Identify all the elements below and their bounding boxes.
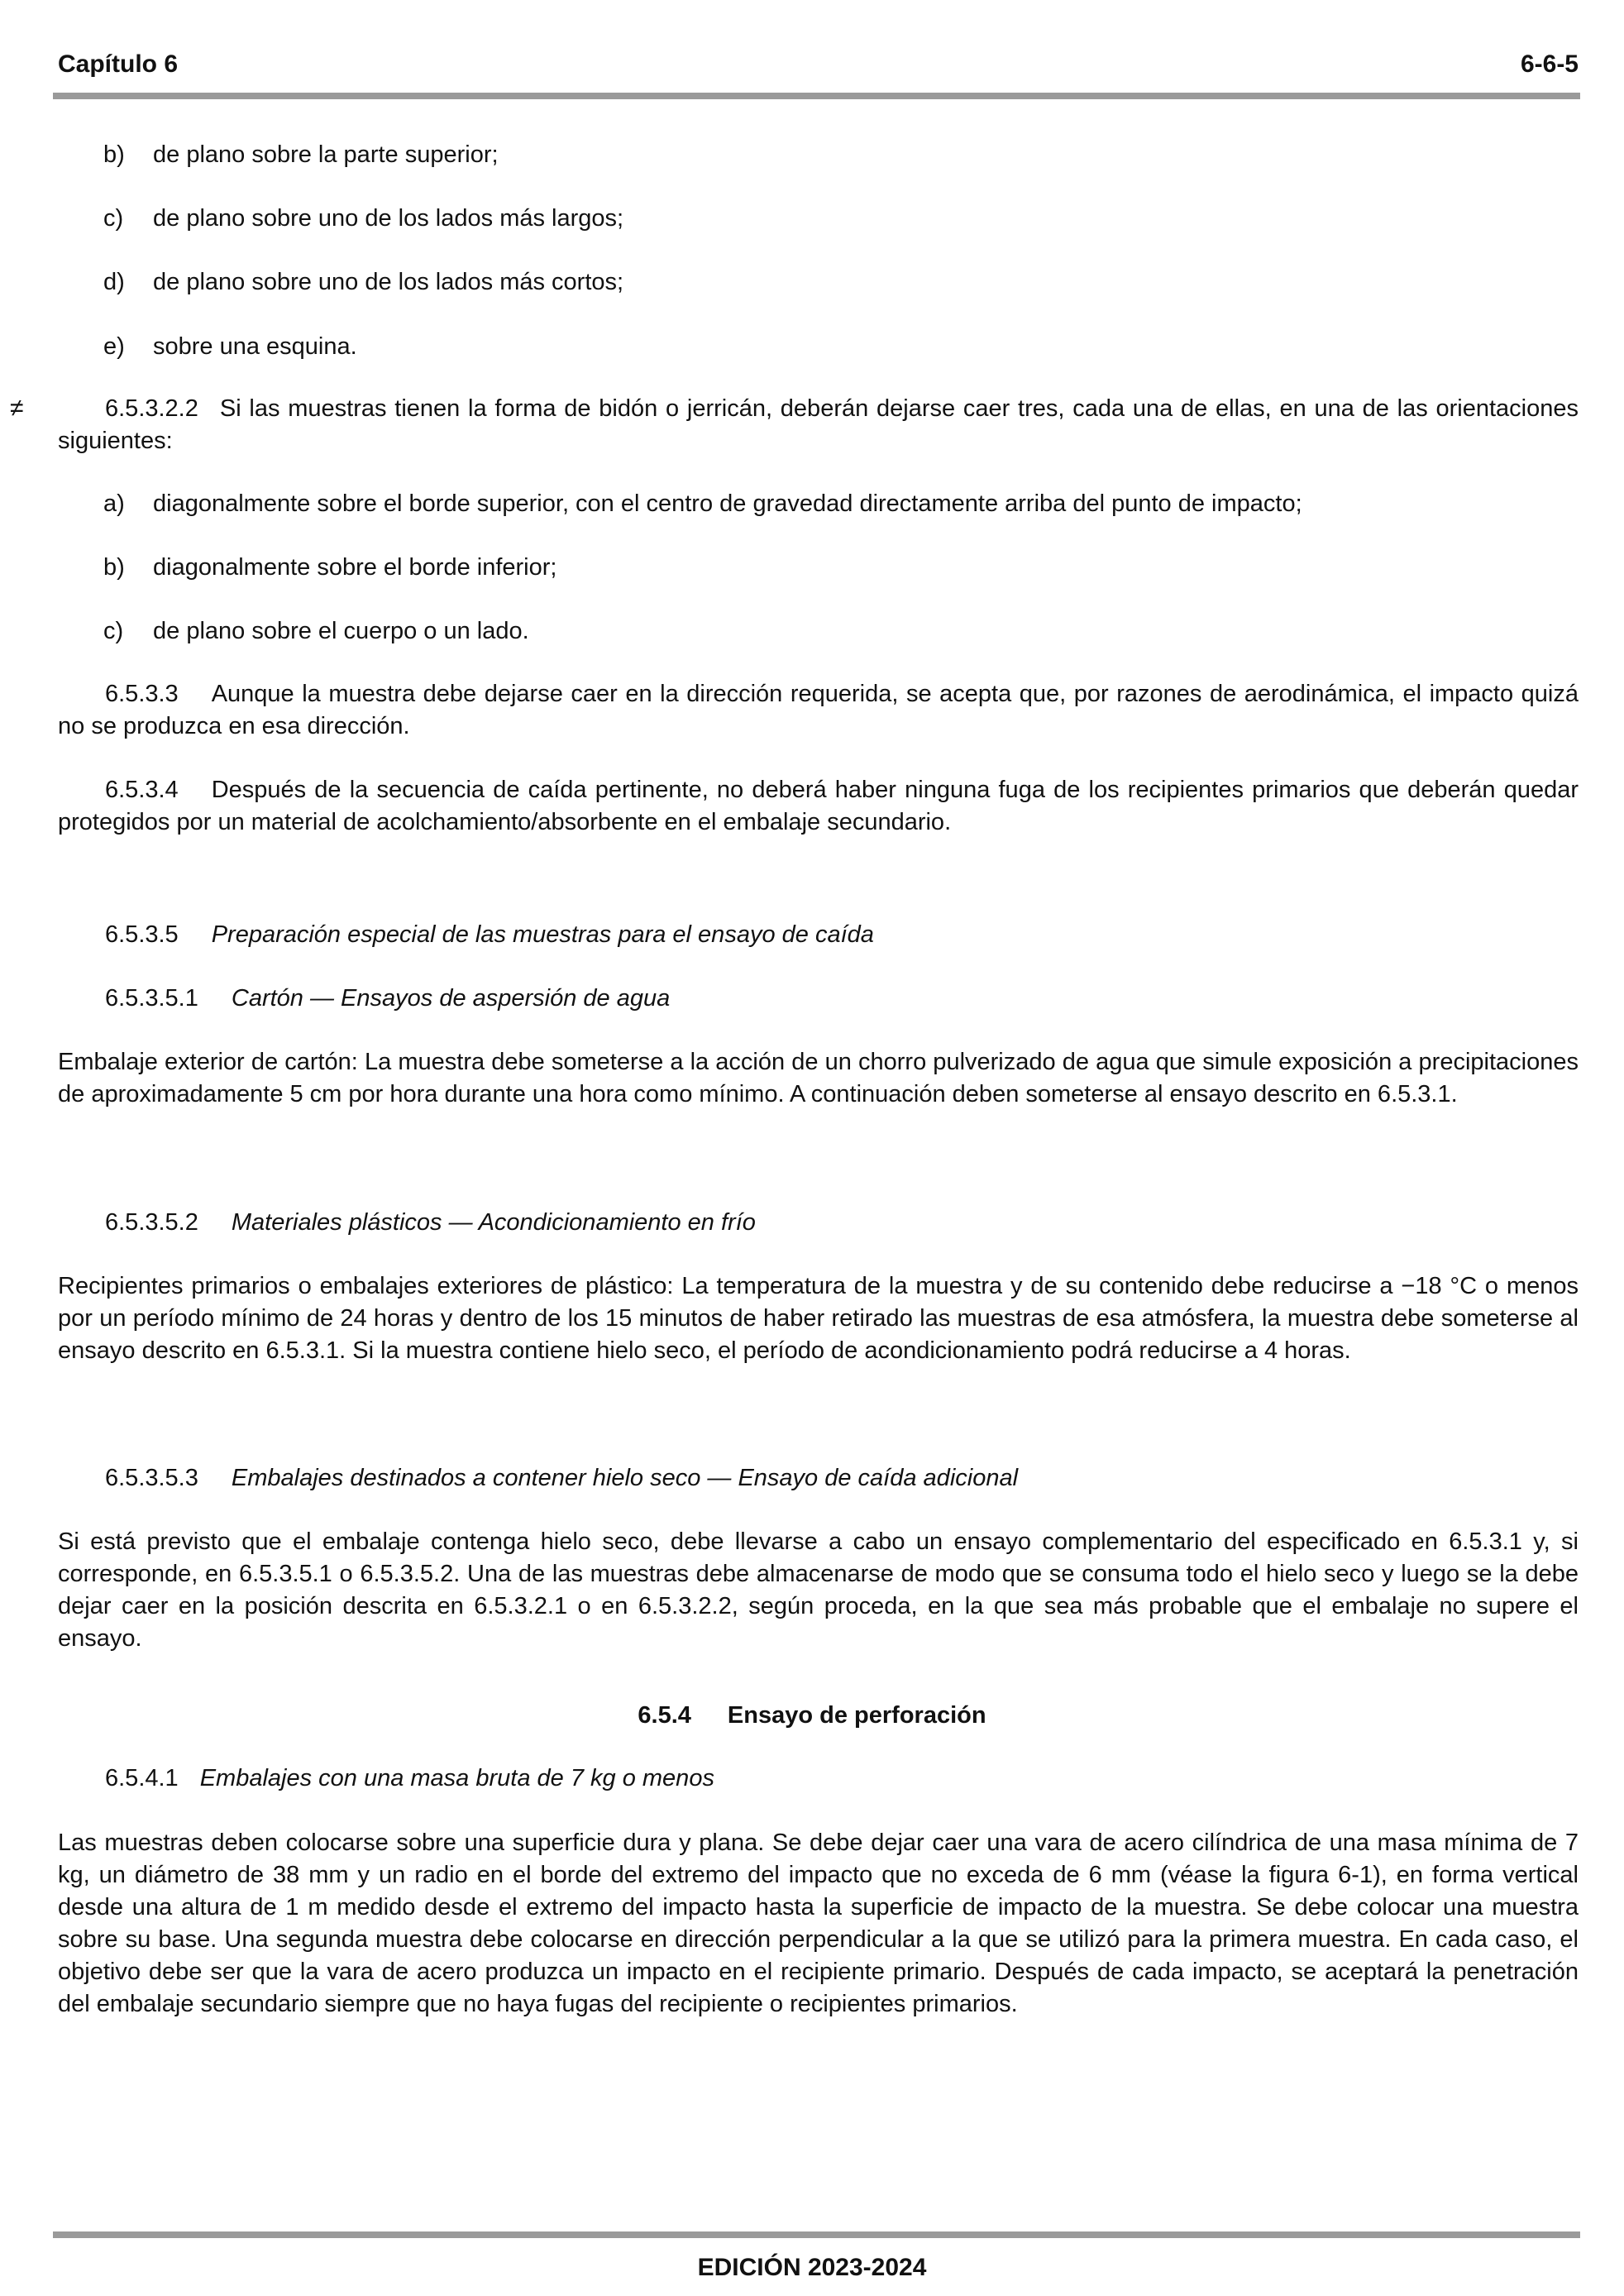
list-label: b) <box>103 141 125 168</box>
paragraph-6-5-3-2-2 <box>58 393 1579 457</box>
paragraph-6-5-3-5-2: Recipientes primarios o embalajes exteriores de plástico: La temperatura de la muestra y de su contenido debe reducirse a −18 °C o menos por un período mínimo de 24 horas y dentro de los 15 minutos de haber retirado las muestras de esa atmósfera, la muestra debe someterse al ensayo descrito en 6.5.3.1. Si la muestra contiene hielo seco, el período de acondicionamiento podrá reducirse a 4 horas. <box>58 1273 1579 1364</box>
subsection-heading <box>58 1207 1579 1239</box>
paragraph-6-5-3-5-3: Si está previsto que el embalaje contenga hielo seco, debe llevarse a cabo un ensayo complementario del especificado en 6.5.3.1 y, si corresponde, en 6.5.3.5.1 o 6.5.3.5.2. Una de las muestras debe almacenarse de modo que se consuma todo el hielo seco y luego se la debe dejar caer en la posición descrita en 6.5.3.2.1 o en 6.5.3.2.2, según proceda, en la que sea más probable que el embalaje no supere el ensayo. <box>58 1528 1579 1652</box>
list-item <box>103 552 1579 584</box>
heading-number: 6.5.3.5.1 <box>105 985 198 1012</box>
heading-title: Embalajes con una masa bruta de 7 kg o menos <box>199 1765 714 1791</box>
page-number: 6-6-5 <box>1520 50 1579 78</box>
list-item <box>103 615 1579 648</box>
list-label: a) <box>103 490 125 517</box>
paragraph-6-5-3-4 <box>58 774 1579 839</box>
paragraph-6-5-4-1: Las muestras deben colocarse sobre una superficie dura y plana. Se debe dejar caer una vara de acero cilíndrica de una masa mínima de 7 kg, un diámetro de 38 mm y un radio en el borde del extremo del impacto que no exceda de 6 mm (véase la figura 6-1), en forma vertical desde una altura de 1 m medido desde el extremo del impacto hasta la superficie de impacto de la muestra. Se debe colocar una muestra sobre su base. Una segunda muestra debe colocarse en dirección perpendicular a la que se utilizó para la primera muestra. En cada caso, el objetivo debe ser que la vara de acero produzca un impacto en el recipiente primario. Después de cada impacto, se aceptará la penetración del embalaje secundario siempre que no haya fugas del recipiente o recipientes primarios. <box>58 1830 1579 2017</box>
list-item <box>103 203 1579 235</box>
section-number: 6.5.4 <box>638 1702 691 1729</box>
heading-title: Cartón — Ensayos de aspersión de agua <box>231 985 671 1012</box>
list-label: c) <box>103 205 124 232</box>
subsection-heading <box>58 1763 1579 1795</box>
heading-title: Materiales plásticos — Acondicionamiento en frío <box>231 1209 756 1236</box>
chapter-title: Capítulo 6 <box>58 50 179 78</box>
list-item <box>103 331 1579 363</box>
list-label: e) <box>103 333 125 360</box>
list-item <box>103 139 1579 171</box>
heading-number: 6.5.3.5 <box>105 921 179 948</box>
subsection-heading <box>58 919 1579 951</box>
paragraph-number: 6.5.3.3 <box>105 681 179 707</box>
subsection-heading <box>58 983 1579 1015</box>
section-title: Ensayo de perforación <box>727 1702 986 1729</box>
list-text: de plano sobre uno de los lados más cortos; <box>153 269 624 295</box>
list-label: c) <box>103 618 124 644</box>
paragraph-number: 6.5.3.4 <box>105 777 179 803</box>
list-item <box>103 266 1579 299</box>
paragraph-text: Si las muestras tienen la forma de bidón o jerricán, deberán dejarse caer tres, cada una de ellas, en una de las orientaciones siguientes: <box>58 395 1579 454</box>
paragraph-number: 6.5.3.2.2 <box>105 395 198 422</box>
paragraph-text: Aunque la muestra debe dejarse caer en la dirección requerida, se acepta que, por razones de aerodinámica, el impacto quizá no se produzca en esa dirección. <box>58 681 1579 739</box>
list-text: de plano sobre uno de los lados más largos; <box>153 205 624 232</box>
heading-number: 6.5.4.1 <box>105 1765 179 1791</box>
list-label: b) <box>103 554 125 581</box>
list-text: diagonalmente sobre el borde inferior; <box>153 554 557 581</box>
edition-footer: EDICIÓN 2023-2024 <box>697 2254 927 2281</box>
footer-rule <box>53 2231 1580 2238</box>
heading-title: Embalajes destinados a contener hielo seco — Ensayo de caída adicional <box>231 1465 1019 1491</box>
list-label: d) <box>103 269 125 295</box>
paragraph-6-5-3-5-1: Embalaje exterior de cartón: La muestra debe someterse a la acción de un chorro pulverizado de agua que simule exposición a precipitaciones de aproximadamente 5 cm por hora durante una hora como mínimo. A continuación deben someterse al ensayo descrito en 6.5.3.1. <box>58 1049 1579 1107</box>
subsection-heading <box>58 1462 1579 1495</box>
list-text: sobre una esquina. <box>153 333 357 360</box>
header-rule <box>53 93 1580 99</box>
list-item <box>103 488 1579 520</box>
change-mark: ≠ <box>10 395 24 422</box>
heading-number: 6.5.3.5.2 <box>105 1209 198 1236</box>
paragraph-text: Después de la secuencia de caída pertinente, no deberá haber ninguna fuga de los recipientes primarios que deberán quedar protegidos por un material de acolchamiento/absorbente en el embalaje secundario. <box>58 777 1579 835</box>
section-heading <box>0 1700 1624 1732</box>
paragraph-6-5-3-3 <box>58 678 1579 743</box>
list-text: diagonalmente sobre el borde superior, con el centro de gravedad directamente arriba del punto de impacto; <box>153 490 1302 517</box>
heading-title: Preparación especial de las muestras para el ensayo de caída <box>211 921 874 948</box>
list-text: de plano sobre la parte superior; <box>153 141 499 168</box>
heading-number: 6.5.3.5.3 <box>105 1465 198 1491</box>
list-text: de plano sobre el cuerpo o un lado. <box>153 618 529 644</box>
page-header <box>58 48 1579 84</box>
